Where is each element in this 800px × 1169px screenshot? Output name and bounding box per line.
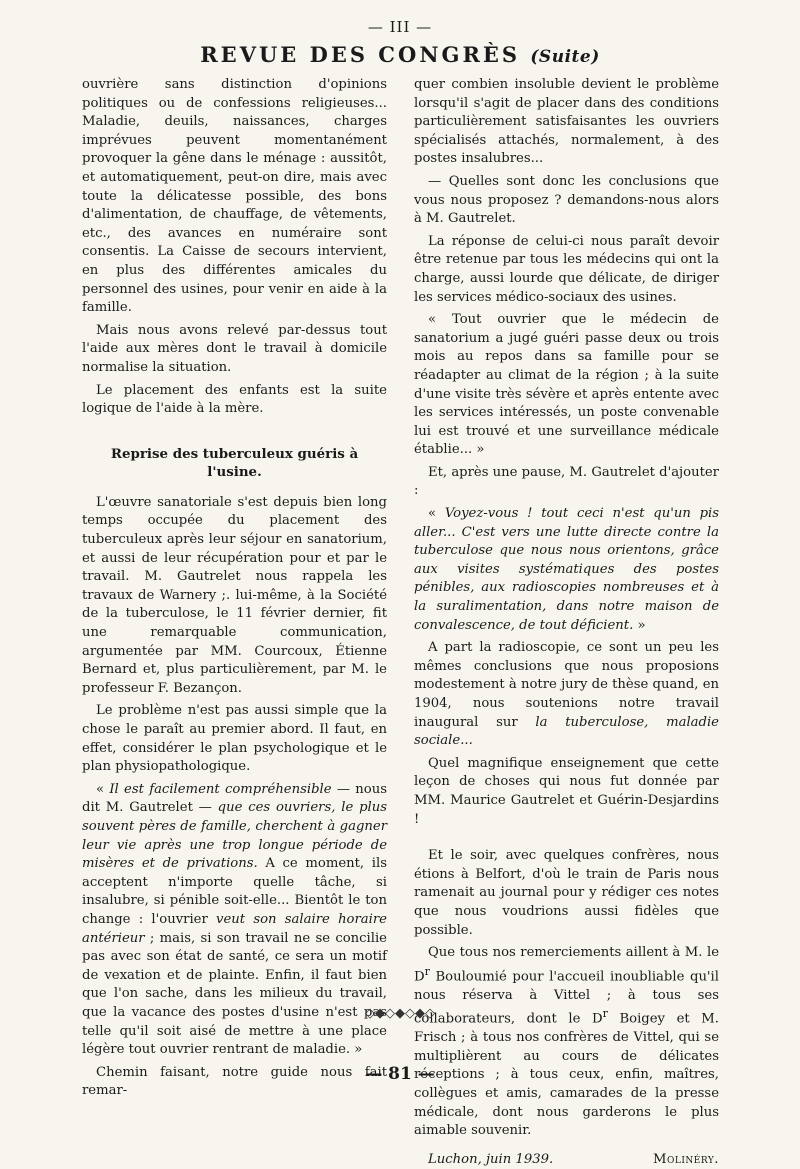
paragraph: Le problème n'est pas aussi simple que la chose le paraît au premier abord. Il faut, en effet, considérer le plan psychologique et le plan physiopathologique. bbox=[82, 703, 387, 775]
signature-line bbox=[414, 1151, 719, 1169]
italic-text: que ces ouvriers, le plus souvent pères de famille, cherchent à gagner leur vie après une trop longue période de misères et de privations. bbox=[82, 800, 387, 872]
superscript: r bbox=[424, 964, 430, 978]
paragraph: Chemin faisant, notre guide nous fait remar- bbox=[82, 1064, 387, 1099]
paragraph: Et, après une pause, M. Gautrelet d'ajouter : bbox=[414, 464, 719, 499]
paragraph bbox=[414, 944, 719, 1141]
quote-mark: « bbox=[428, 506, 445, 522]
superscript: r bbox=[602, 1007, 608, 1021]
italic-text: veut son salaire horaire antérieur bbox=[82, 911, 387, 946]
place-date: Luchon, juin 1939. bbox=[428, 1151, 554, 1167]
quote-mark: « bbox=[96, 781, 110, 797]
text: Que tous nos remerciements aillent à M. le D bbox=[414, 945, 719, 985]
italic-text: Voyez-vous ! tout ceci n'est qu'un pis aller... C'est vers une lutte directe contre la tuberculose que nous nous orientons, grâce aux visites systématiques des postes pénibles, aux radioscopies nombreuses et à la suralimentation, dans notre maison de convalescence, de tout déficient. bbox=[414, 506, 719, 633]
page-number: — 81 — bbox=[365, 1064, 435, 1084]
paragraph bbox=[414, 639, 719, 751]
ornament-divider: ◇◆◇◆◇◆◇ bbox=[365, 1006, 435, 1021]
paragraph: L'œuvre sanatoriale s'est depuis bien long temps occupée du placement des tuberculeux après leur séjour en sanatorium, et aussi de leur récupération pour et par le travail. M. Gautrelet nous rappela les travaux de Warnery ;. lui-même, à la Société de la tuberculose, le 11 février dernier, fit une remarquable communication, argumentée par MM. Courcoux, Étienne Bernard et, plus particulièrement, par M. le professeur F. Bezançon. bbox=[82, 494, 387, 696]
italic-text: la tuberculose, maladie sociale... bbox=[414, 714, 719, 749]
title-suite: (Suite) bbox=[530, 47, 600, 67]
text: A part la radioscopie, ce sont un peu les mêmes conclusions que nous proposions modestement à notre jury de thèse quand, en 1904, nous soutenions notre travail inaugural sur bbox=[414, 640, 719, 730]
paragraph: Quel magnifique enseignement que cette leçon de choses qui nous fut donnée par MM. Maurice Gautrelet et Guérin-Desjardins ! bbox=[414, 755, 719, 827]
author-name: Molinéry. bbox=[653, 1151, 719, 1167]
section-heading: Reprise des tuberculeux guéris à l'usine. bbox=[110, 445, 359, 481]
paragraph: Le placement des enfants est la suite logique de l'aide à la mère. bbox=[82, 382, 387, 417]
paragraph: Mais nous avons relevé par-dessus tout l'aide aux mères dont le travail à domicile normalise la situation. bbox=[82, 322, 387, 375]
title-text: REVUE DES CONGRÈS bbox=[200, 42, 521, 67]
paragraph: quer combien insoluble devient le problème lorsqu'il s'agit de placer dans des conditions particulièrement satisfaisantes les ouvriers spécialisés attachés, normalement, à des postes insalubres... bbox=[414, 77, 719, 167]
text: Bouloumié pour l'accueil inoubliable qu'il nous réserva à Vittel ; à tous ses collaborateurs, dont le D bbox=[414, 969, 719, 1027]
italic-text: Il est facilement compréhensible bbox=[109, 781, 332, 797]
paragraph: La réponse de celui-ci nous paraît devoir être retenue par tous les médecins qui ont la charge, aussi lourde que délicate, de diriger les services médico-sociaux des usines. bbox=[414, 233, 719, 305]
paragraph: Et le soir, avec quelques confrères, nous étions à Belfort, d'où le train de Paris nous ramenait au journal pour y rédiger ces notes que nous voudrions aussi fidèles que possible. bbox=[414, 848, 719, 938]
quote-paragraph bbox=[414, 505, 719, 635]
text: A ce moment, ils acceptent n'importe quelle tâche, si insalubre, si pénible soit-elle... Bientôt le ton change : l'ouvrier bbox=[82, 856, 387, 927]
page-roman-numeral: — III — bbox=[367, 18, 433, 36]
left-column bbox=[82, 76, 387, 1105]
text: — nous dit M. Gautrelet — bbox=[82, 781, 387, 816]
paragraph: — Quelles sont donc les conclusions que vous nous proposez ? demandons-nous alors à M. Gautrelet. bbox=[414, 173, 719, 227]
page-header bbox=[0, 18, 800, 67]
quote-paragraph: « Tout ouvrier que le médecin de sanatorium a jugé guéri passe deux ou trois mois au repos dans sa famille pour se réadapter au climat de la région ; à la suite d'une visite très sévère et après entente avec les services intéressés, un poste convenable lui est trouvé et une surveillance médicale établie... » bbox=[414, 312, 719, 458]
paragraph: ouvrière sans distinction d'opinions politiques ou de confessions religieuses... Maladie, deuils, naissances, charges imprévues peuvent momentanément provoquer la gêne dans le ménage : aussitôt, et automatiquement, peut-on dire, mais avec toute la délicatesse possible, des bons d'alimentation, de chauffage, de vêtements, etc., des avances en numéraire sont consentis. La Caisse de secours intervient, en plus des différentes amicales du personnel des usines, pour venir en aide à la famille. bbox=[82, 77, 387, 316]
page-title bbox=[0, 42, 800, 67]
quote-mark: » bbox=[633, 617, 646, 633]
text: ; mais, si son travail ne se concilie pas avec son état de santé, ce sera un motif de vexation et de plainte. Enfin, il faut bien que l'on sache, dans les milieux du travail, que la vacance des postes d'usine n'est pas telle qu'il soit aisé de mettre à une place légère tout ouvrier rentrant de maladie. » bbox=[82, 930, 387, 1058]
text: Boigey et M. Frisch ; à tous nos confrères de Vittel, qui se multiplièrent au cours de délicates réceptions ; à tous ceux, enfin, maîtres, collègues et amis, camarades de la presse médicale, dont nous garderons le plus aimable souvenir. bbox=[414, 1011, 719, 1139]
